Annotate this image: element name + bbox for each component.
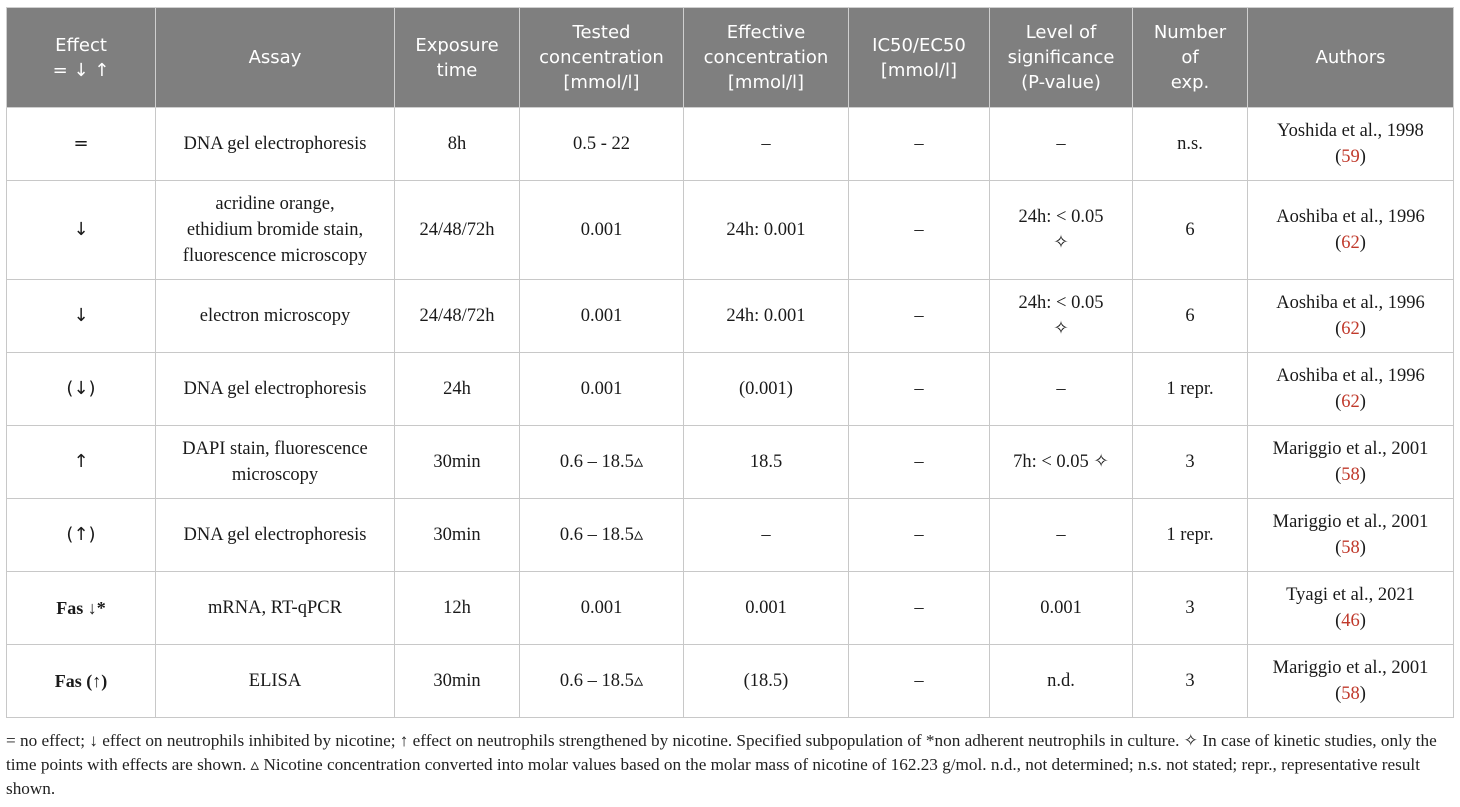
cell-authors <box>1248 181 1454 280</box>
cell-tested-concentration-text: 0.5 - 22 <box>572 134 631 154</box>
cell-exposure-time <box>395 645 520 718</box>
cell-assay <box>156 108 395 181</box>
cell-tested-concentration-text: 0.6 – 18.5▵ <box>559 671 644 691</box>
cell-ic50-ec50-text: – <box>914 220 924 240</box>
cell-authors <box>1248 426 1454 499</box>
cell-assay <box>156 645 395 718</box>
ref-close-paren: ) <box>1359 392 1366 412</box>
cell-effective-concentration <box>684 499 849 572</box>
cell-significance-text: n.d. <box>1047 671 1075 691</box>
cell-assay-text: DNA gel electrophoresis <box>183 379 367 399</box>
cell-effective-concentration <box>684 108 849 181</box>
ref-open-paren: ( <box>1335 611 1342 631</box>
cell-number-of-exp <box>1133 280 1248 353</box>
cell-number-of-exp-text: n.s. <box>1177 134 1203 154</box>
cell-number-of-exp <box>1133 499 1248 572</box>
cell-effective-concentration-text: 24h: 0.001 <box>726 220 806 240</box>
cell-tested-concentration <box>520 426 684 499</box>
cell-tested-concentration <box>520 181 684 280</box>
reference-link[interactable]: 58 <box>1341 684 1360 704</box>
cell-effect <box>7 572 156 645</box>
cell-effective-concentration <box>684 572 849 645</box>
cell-assay-text: ELISA <box>248 671 302 691</box>
cell-effect-text: (↑) <box>66 524 96 545</box>
author-name: Mariggio et al., 2001 <box>1272 512 1429 532</box>
cell-authors <box>1248 353 1454 426</box>
cell-effective-concentration-text: – <box>761 134 771 154</box>
cell-number-of-exp-text: 6 <box>1185 306 1195 326</box>
data-table <box>6 7 1454 718</box>
cell-effect <box>7 426 156 499</box>
cell-number-of-exp-text: 3 <box>1185 671 1195 691</box>
ref-open-paren: ( <box>1335 233 1342 253</box>
cell-assay-text: mRNA, RT-qPCR <box>208 598 342 618</box>
cell-ic50-ec50 <box>849 353 990 426</box>
table-row <box>7 353 1454 426</box>
cell-exposure-time-text: 30min <box>433 452 481 472</box>
cell-tested-concentration <box>520 108 684 181</box>
author-name: Yoshida et al., 1998 <box>1277 121 1424 141</box>
cell-significance-text: 0.001 <box>1040 598 1082 618</box>
cell-effect <box>7 353 156 426</box>
author-name: Aoshiba et al., 1996 <box>1276 293 1425 313</box>
cell-effect <box>7 181 156 280</box>
reference-link[interactable]: 62 <box>1341 233 1360 253</box>
header-row <box>7 8 1454 108</box>
cell-effective-concentration-text: (0.001) <box>739 379 793 399</box>
cell-exposure-time-text: 8h <box>447 134 467 154</box>
ref-open-paren: ( <box>1335 538 1342 558</box>
cell-effective-concentration-text: 18.5 <box>749 452 783 472</box>
cell-ic50-ec50 <box>849 645 990 718</box>
ref-open-paren: ( <box>1335 392 1342 412</box>
reference-link[interactable]: 46 <box>1341 611 1360 631</box>
cell-ic50-ec50 <box>849 108 990 181</box>
cell-ic50-ec50 <box>849 280 990 353</box>
cell-significance-text: 24h: < 0.05 ✧ <box>1018 293 1104 339</box>
cell-number-of-exp-text: 3 <box>1185 452 1195 472</box>
ref-close-paren: ) <box>1359 611 1366 631</box>
cell-exposure-time <box>395 181 520 280</box>
cell-exposure-time <box>395 572 520 645</box>
cell-exposure-time-text: 30min <box>433 525 481 545</box>
cell-exposure-time <box>395 353 520 426</box>
cell-effective-concentration <box>684 645 849 718</box>
ref-close-paren: ) <box>1359 465 1366 485</box>
cell-ic50-ec50-text: – <box>914 598 924 618</box>
cell-significance-text: – <box>1056 134 1066 154</box>
cell-assay <box>156 353 395 426</box>
header-effect: Effect = ↓ ↑ <box>7 8 156 108</box>
cell-assay-text: acridine orange, ethidium bromide stain, fluorescence microscopy <box>182 194 368 266</box>
cell-tested-concentration-text: 0.001 <box>580 306 623 326</box>
cell-effective-concentration-text: 0.001 <box>745 598 787 618</box>
cell-assay <box>156 499 395 572</box>
cell-tested-concentration-text: 0.001 <box>580 598 623 618</box>
cell-authors <box>1248 280 1454 353</box>
cell-ic50-ec50 <box>849 572 990 645</box>
cell-number-of-exp <box>1133 426 1248 499</box>
cell-effect <box>7 499 156 572</box>
cell-effective-concentration-text: (18.5) <box>743 671 789 691</box>
cell-assay <box>156 572 395 645</box>
reference-link[interactable]: 59 <box>1341 147 1360 167</box>
cell-effective-concentration <box>684 280 849 353</box>
author-name: Mariggio et al., 2001 <box>1272 439 1429 459</box>
cell-ic50-ec50 <box>849 426 990 499</box>
author-name: Aoshiba et al., 1996 <box>1276 207 1425 227</box>
cell-assay-text: electron microscopy <box>199 306 351 326</box>
table-body <box>7 108 1454 718</box>
cell-effective-concentration-text: 24h: 0.001 <box>726 306 806 326</box>
cell-number-of-exp-text: 1 repr. <box>1166 525 1214 545</box>
cell-authors <box>1248 108 1454 181</box>
cell-assay-text: DNA gel electrophoresis <box>183 134 367 154</box>
reference-link[interactable]: 62 <box>1341 319 1360 339</box>
cell-effective-concentration <box>684 353 849 426</box>
cell-assay-text: DNA gel electrophoresis <box>183 525 367 545</box>
cell-significance <box>990 353 1133 426</box>
cell-tested-concentration <box>520 353 684 426</box>
table-row <box>7 181 1454 280</box>
cell-significance-text: 7h: < 0.05 ✧ <box>1013 452 1109 472</box>
ref-open-paren: ( <box>1335 147 1342 167</box>
cell-ic50-ec50-text: – <box>914 306 924 326</box>
author-name: Tyagi et al., 2021 <box>1286 585 1415 605</box>
ref-close-paren: ) <box>1359 319 1366 339</box>
cell-ic50-ec50-text: – <box>914 134 924 154</box>
cell-effect-text: (↓) <box>66 378 96 399</box>
cell-ic50-ec50-text: – <box>914 452 924 472</box>
cell-effective-concentration-text: – <box>761 525 771 545</box>
header-ic50-ec50: IC50/EC50 [mmol/l] <box>849 8 990 108</box>
header-exposure-time: Exposure time <box>395 8 520 108</box>
author-name: Mariggio et al., 2001 <box>1272 658 1429 678</box>
cell-number-of-exp <box>1133 353 1248 426</box>
cell-exposure-time-text: 30min <box>433 671 481 691</box>
cell-assay <box>156 181 395 280</box>
cell-ic50-ec50-text: – <box>914 525 924 545</box>
cell-authors <box>1248 572 1454 645</box>
header-number-of-exp: Number of exp. <box>1133 8 1248 108</box>
author-name: Aoshiba et al., 1996 <box>1276 366 1425 386</box>
cell-number-of-exp <box>1133 572 1248 645</box>
header-effective-concentration: Effective concentration [mmol/l] <box>684 8 849 108</box>
cell-effective-concentration <box>684 181 849 280</box>
cell-tested-concentration-text: 0.001 <box>580 379 623 399</box>
cell-number-of-exp-text: 6 <box>1185 220 1195 240</box>
cell-significance <box>990 572 1133 645</box>
ref-open-paren: ( <box>1335 319 1342 339</box>
cell-significance <box>990 181 1133 280</box>
cell-authors <box>1248 645 1454 718</box>
cell-effect-text: = <box>73 133 89 154</box>
header-significance: Level of significance (P-value) <box>990 8 1133 108</box>
table-row <box>7 426 1454 499</box>
header-tested-concentration: Tested concentration [mmol/l] <box>520 8 684 108</box>
ref-close-paren: ) <box>1359 684 1366 704</box>
cell-effect-text: ↑ <box>73 451 89 472</box>
cell-exposure-time-text: 24h <box>443 379 471 399</box>
cell-significance-text: – <box>1056 379 1066 399</box>
cell-number-of-exp <box>1133 181 1248 280</box>
cell-assay <box>156 280 395 353</box>
cell-ic50-ec50 <box>849 499 990 572</box>
cell-exposure-time-text: 12h <box>443 598 471 618</box>
cell-assay <box>156 426 395 499</box>
cell-ic50-ec50-text: – <box>914 379 924 399</box>
cell-authors <box>1248 499 1454 572</box>
cell-tested-concentration <box>520 645 684 718</box>
table-row <box>7 572 1454 645</box>
cell-effective-concentration <box>684 426 849 499</box>
cell-significance-text: – <box>1056 525 1066 545</box>
cell-effect-text: ↓ <box>73 305 89 326</box>
cell-significance <box>990 645 1133 718</box>
cell-tested-concentration <box>520 572 684 645</box>
reference-link[interactable]: 58 <box>1341 538 1360 558</box>
cell-significance <box>990 426 1133 499</box>
table-row <box>7 645 1454 718</box>
cell-number-of-exp-text: 1 repr. <box>1166 379 1214 399</box>
cell-significance <box>990 108 1133 181</box>
cell-tested-concentration-text: 0.6 – 18.5▵ <box>559 452 644 472</box>
cell-significance <box>990 499 1133 572</box>
cell-ic50-ec50-text: – <box>914 671 924 691</box>
ref-open-paren: ( <box>1335 465 1342 485</box>
cell-number-of-exp <box>1133 645 1248 718</box>
reference-link[interactable]: 58 <box>1341 465 1360 485</box>
table-row <box>7 280 1454 353</box>
cell-effect-text: Fas (↑) <box>54 671 108 691</box>
header-authors: Authors <box>1248 8 1454 108</box>
cell-effect-text: Fas ↓* <box>56 598 106 618</box>
table-row <box>7 108 1454 181</box>
header-assay: Assay <box>156 8 395 108</box>
footnote-text: = no effect; ↓ effect on neutrophils inhibited by nicotine; ↑ effect on neutrophils strengthened by nicotine. Specified subpopulation of *non adherent neutrophils in culture. ✧ In case of kinetic studies, only the time points with effects are shown. ▵ Nicotine concentration converted into molar values based on the molar mass of nicotine of 162.23 g/mol. n.d., not determined; n.s. not stated; repr., representative result shown. <box>6 731 1437 798</box>
cell-tested-concentration <box>520 280 684 353</box>
cell-assay-text: DAPI stain, fluorescence microscopy <box>182 439 368 485</box>
cell-exposure-time-text: 24/48/72h <box>419 306 495 326</box>
cell-ic50-ec50 <box>849 181 990 280</box>
cell-exposure-time-text: 24/48/72h <box>419 220 495 240</box>
cell-significance <box>990 280 1133 353</box>
cell-exposure-time <box>395 280 520 353</box>
ref-open-paren: ( <box>1335 684 1342 704</box>
cell-tested-concentration-text: 0.6 – 18.5▵ <box>559 525 644 545</box>
ref-close-paren: ) <box>1359 538 1366 558</box>
cell-effect <box>7 108 156 181</box>
cell-effect-text: ↓ <box>73 219 89 240</box>
cell-exposure-time <box>395 426 520 499</box>
cell-exposure-time <box>395 108 520 181</box>
cell-number-of-exp-text: 3 <box>1185 598 1195 618</box>
reference-link[interactable]: 62 <box>1341 392 1360 412</box>
data-table-container <box>6 7 1453 718</box>
table-row <box>7 499 1454 572</box>
cell-effect <box>7 645 156 718</box>
ref-close-paren: ) <box>1359 233 1366 253</box>
cell-effect <box>7 280 156 353</box>
cell-number-of-exp <box>1133 108 1248 181</box>
cell-tested-concentration-text: 0.001 <box>580 220 623 240</box>
ref-close-paren: ) <box>1359 147 1366 167</box>
cell-tested-concentration <box>520 499 684 572</box>
cell-exposure-time <box>395 499 520 572</box>
table-footnote <box>6 729 1453 801</box>
cell-significance-text: 24h: < 0.05 ✧ <box>1018 207 1104 253</box>
